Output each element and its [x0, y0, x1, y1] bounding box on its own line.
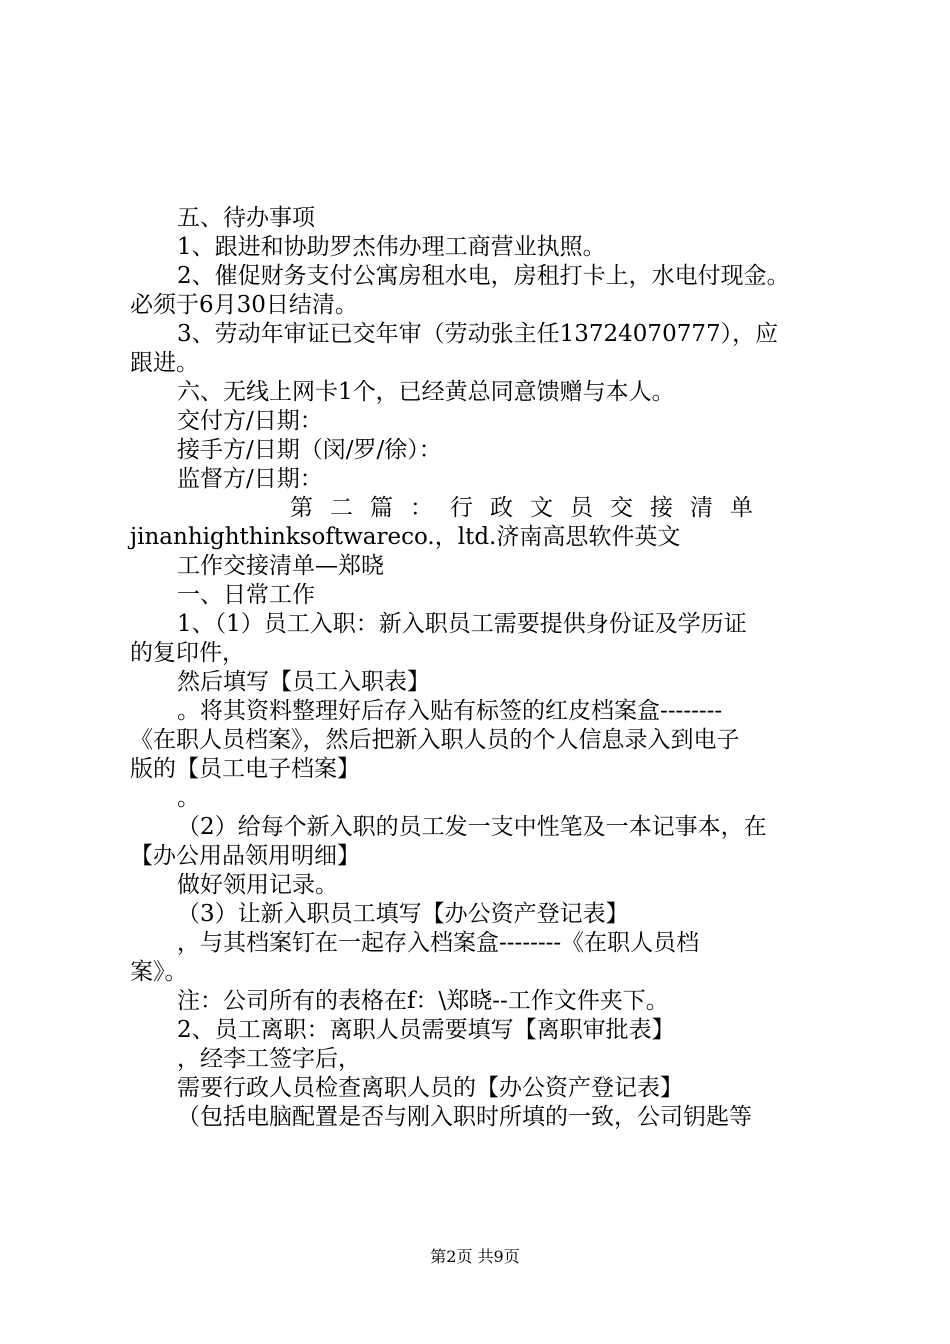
text-line: 一、日常工作 — [177, 582, 315, 608]
text-line: 版的【员工电子档案】 — [130, 756, 360, 782]
text-line: 监督方/日期： — [177, 466, 323, 492]
text-line: 1、跟进和协助罗杰伟办理工商营业执照。 — [177, 234, 606, 260]
text-line: 。 — [177, 785, 200, 811]
section-heading — [130, 494, 830, 523]
text-line: 2、催促财务支付公寓房租水电，房租打卡上，水电付现金。 — [177, 263, 790, 289]
text-line: 做好领用记录。 — [177, 872, 338, 898]
text-line: 交付方/日期： — [177, 408, 323, 434]
text-line: 工作交接清单—郑晓 — [177, 553, 384, 579]
text-line: ，经李工签字后， — [177, 1046, 361, 1072]
text-line: 案》。 — [130, 959, 188, 985]
page-footer — [0, 1244, 950, 1267]
text-line: 注：公司所有的表格在f：\郑晓--工作文件夹下。 — [177, 988, 669, 1014]
section-heading-text: 第二篇：行政文员交接清单 — [290, 495, 770, 521]
text-line: jinanhighthinksoftwareco.，ltd.济南高思软件英文 — [130, 524, 681, 550]
text-line: 《在职人员档案》，然后把新入职人员的个人信息录入到电子 — [130, 727, 740, 753]
text-line: 1、（1）员工入职：新入职员工需要提供身份证及学历证 — [177, 611, 747, 637]
page-number-label: 第2页 共9页 — [430, 1247, 520, 1266]
text-line: （3）让新入职员工填写【办公资产登记表】 — [177, 901, 629, 927]
text-line: （包括电脑配置是否与刚入职时所填的一致，公司钥匙等 — [177, 1104, 752, 1130]
text-line: 必须于6月30日结清。 — [130, 292, 358, 318]
text-line: 。将其资料整理好后存入贴有标签的红皮档案盒-------- — [177, 698, 723, 724]
text-line: 需要行政人员检查离职人员的【办公资产登记表】 — [177, 1075, 683, 1101]
text-line: 跟进。 — [130, 350, 199, 376]
text-line: 六、无线上网卡1个，已经黄总同意馈赠与本人。 — [177, 379, 675, 405]
text-line: 五、待办事项 — [177, 205, 315, 231]
text-line: 【办公用品领用明细】 — [130, 843, 360, 869]
text-line: 2、员工离职：离职人员需要填写【离职审批表】 — [177, 1017, 675, 1043]
text-line: ，与其档案钉在一起存入档案盒--------《在职人员档 — [177, 930, 700, 956]
document-body — [130, 204, 830, 1132]
text-line: （2）给每个新入职的员工发一支中性笔及一本记事本，在 — [177, 814, 767, 840]
text-line: 3、劳动年审证已交年审（劳动张主任13724070777），应 — [177, 321, 779, 347]
text-line: 然后填写【员工入职表】 — [177, 669, 430, 695]
text-line: 的复印件， — [130, 640, 245, 666]
text-line: 接手方/日期（闵/罗/徐）： — [177, 437, 442, 463]
